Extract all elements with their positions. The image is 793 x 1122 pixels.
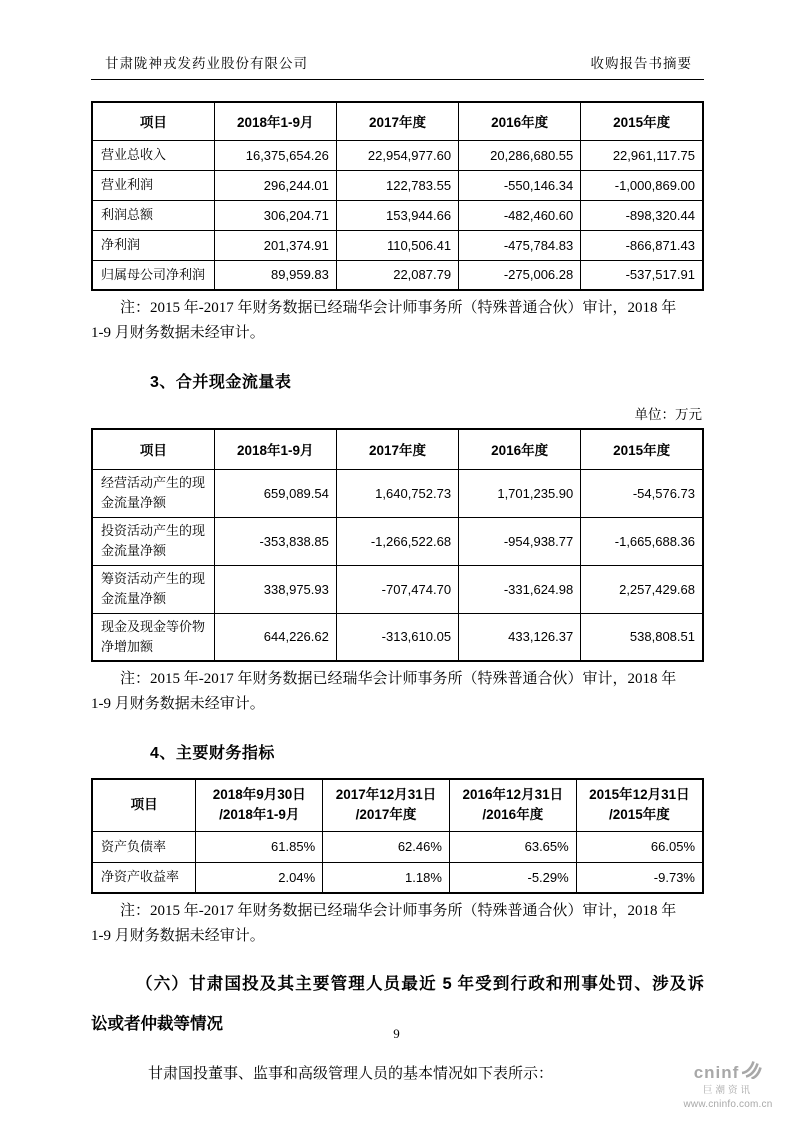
table-header-row: [92, 779, 703, 831]
cninfo-chinese-name: 巨潮资讯: [702, 1085, 753, 1096]
table-row: [92, 565, 703, 613]
table-cell: 2,257,429.68: [581, 565, 703, 613]
header-line: /2016年度: [482, 807, 544, 823]
column-header: 2015年度: [581, 429, 703, 469]
table-cell: -954,938.77: [459, 517, 581, 565]
column-header: [576, 779, 703, 831]
header-line: 2018年9月30日: [212, 787, 306, 803]
table-cell: 22,961,117.75: [581, 140, 703, 170]
table-cell: 122,783.55: [336, 170, 458, 200]
note-line: 1-9 月财务数据未经审计。: [91, 928, 265, 944]
table-cell: 433,126.37: [459, 613, 581, 661]
column-header: [196, 779, 323, 831]
key-indicators-table: [91, 778, 704, 894]
table-cell: -1,665,688.36: [581, 517, 703, 565]
note-line: 1-9 月财务数据未经审计。: [91, 325, 265, 341]
table-cell: -475,784.83: [459, 230, 581, 260]
table-cell: 153,944.66: [336, 200, 458, 230]
header-line: 2017年12月31日: [335, 787, 437, 803]
column-header: 项目: [92, 429, 214, 469]
table-header-row: [92, 429, 703, 469]
column-header: 2016年度: [459, 429, 581, 469]
row-label: 营业总收入: [92, 140, 214, 170]
table-cell: -353,838.85: [214, 517, 336, 565]
column-header: 2018年1-9月: [214, 429, 336, 469]
row-label: 利润总额: [92, 200, 214, 230]
table-cell: 538,808.51: [581, 613, 703, 661]
table-cell: 110,506.41: [336, 230, 458, 260]
note-line: 注：2015 年-2017 年财务数据已经瑞华会计师事务所（特殊普通合伙）审计，2018 年: [120, 300, 677, 316]
table-cell: 22,954,977.60: [336, 140, 458, 170]
row-label: 经营活动产生的现金流量净额: [92, 469, 214, 517]
cninfo-brand-text: cninf: [693, 1062, 740, 1082]
table-row: [92, 469, 703, 517]
table-cell: 63.65%: [449, 831, 576, 862]
row-label: 筹资活动产生的现金流量净额: [92, 565, 214, 613]
table-cell: 2.04%: [196, 862, 323, 893]
column-header: 2016年度: [459, 102, 581, 140]
page-number: 9: [393, 1026, 400, 1041]
table-cell: 1,640,752.73: [336, 469, 458, 517]
document-type-label: 收购报告书摘要: [590, 56, 692, 71]
table-cell: -275,006.28: [459, 260, 581, 290]
table-row: [92, 200, 703, 230]
table-cell: 1.18%: [323, 862, 450, 893]
cninfo-brand-row: [673, 1060, 783, 1084]
company-name: 甘肃陇神戎发药业股份有限公司: [105, 56, 308, 71]
column-header: 2018年1-9月: [214, 102, 336, 140]
column-header: 2017年度: [336, 102, 458, 140]
row-label: 现金及现金等价物净增加额: [92, 613, 214, 661]
section-title-line: 讼或者仲裁等情况: [91, 1015, 223, 1033]
header-line: 2016年12月31日: [462, 787, 564, 803]
header-line: /2017年度: [355, 807, 417, 823]
note-line: 注：2015 年-2017 年财务数据已经瑞华会计师事务所（特殊普通合伙）审计，2018 年: [120, 671, 677, 687]
note-line: 1-9 月财务数据未经审计。: [91, 696, 265, 712]
table-row: [92, 862, 703, 893]
table-row: [92, 260, 703, 290]
document-header: [91, 52, 704, 80]
column-header: 2015年度: [581, 102, 703, 140]
table-cell: -331,624.98: [459, 565, 581, 613]
table-cell: 22,087.79: [336, 260, 458, 290]
table-row: [92, 170, 703, 200]
column-header: [449, 779, 576, 831]
table-cell: -550,146.34: [459, 170, 581, 200]
audit-note: [91, 899, 704, 949]
column-header: [323, 779, 450, 831]
income-statement-table: [91, 101, 704, 291]
table-cell: 644,226.62: [214, 613, 336, 661]
swirl-icon: [741, 1060, 762, 1084]
header-line: 2015年12月31日: [589, 787, 690, 803]
table-cell: -898,320.44: [581, 200, 703, 230]
table-cell: 62.46%: [323, 831, 450, 862]
table-cell: 16,375,654.26: [214, 140, 336, 170]
table-cell: 338,975.93: [214, 565, 336, 613]
table-header-row: [92, 102, 703, 140]
table-cell: -537,517.91: [581, 260, 703, 290]
row-label: 投资活动产生的现金流量净额: [92, 517, 214, 565]
table-cell: -866,871.43: [581, 230, 703, 260]
table-cell: 296,244.01: [214, 170, 336, 200]
table-row: [92, 140, 703, 170]
table-cell: 201,374.91: [214, 230, 336, 260]
header-line: 项目: [130, 797, 158, 813]
note-line: 注：2015 年-2017 年财务数据已经瑞华会计师事务所（特殊普通合伙）审计，2018 年: [120, 903, 677, 919]
header-line: /2015年度: [608, 807, 670, 823]
body-paragraph: 甘肃国投董事、监事和高级管理人员的基本情况如下表所示：: [148, 1066, 554, 1082]
column-header: 项目: [92, 102, 214, 140]
section-title-indicators: 4、主要财务指标: [150, 745, 275, 762]
table-cell: -1,266,522.68: [336, 517, 458, 565]
table-cell: -9.73%: [576, 862, 703, 893]
table-cell: -54,576.73: [581, 469, 703, 517]
audit-note: [91, 667, 704, 717]
column-header: 2017年度: [336, 429, 458, 469]
table-cell: -1,000,869.00: [581, 170, 703, 200]
table-cell: 66.05%: [576, 831, 703, 862]
row-label: 归属母公司净利润: [92, 260, 214, 290]
table-cell: 1,701,235.90: [459, 469, 581, 517]
table-cell: -482,460.60: [459, 200, 581, 230]
section-title-line: （六）甘肃国投及其主要管理人员最近 5 年受到行政和刑事处罚、涉及诉: [136, 975, 704, 993]
cninfo-url: www.cninfo.com.cn: [683, 1098, 773, 1110]
table-cell: -5.29%: [449, 862, 576, 893]
table-cell: 659,089.54: [214, 469, 336, 517]
column-header: [92, 779, 196, 831]
table-row: [92, 613, 703, 661]
header-line: /2018年1-9月: [219, 807, 300, 823]
table-cell: 20,286,680.55: [459, 140, 581, 170]
table-cell: 89,959.83: [214, 260, 336, 290]
audit-note: [91, 296, 704, 346]
section-title-cash-flow: 3、合并现金流量表: [150, 374, 292, 391]
row-label: 净利润: [92, 230, 214, 260]
table-cell: -313,610.05: [336, 613, 458, 661]
table-row: [92, 517, 703, 565]
cash-flow-table: [91, 428, 704, 662]
table-row: [92, 230, 703, 260]
cninfo-logo: [673, 1060, 783, 1110]
table-cell: 306,204.71: [214, 200, 336, 230]
table-cell: 61.85%: [196, 831, 323, 862]
row-label: 资产负债率: [92, 831, 196, 862]
row-label: 净资产收益率: [92, 862, 196, 893]
row-label: 营业利润: [92, 170, 214, 200]
table-cell: -707,474.70: [336, 565, 458, 613]
table-row: [92, 831, 703, 862]
unit-label: 单位：万元: [634, 407, 702, 422]
